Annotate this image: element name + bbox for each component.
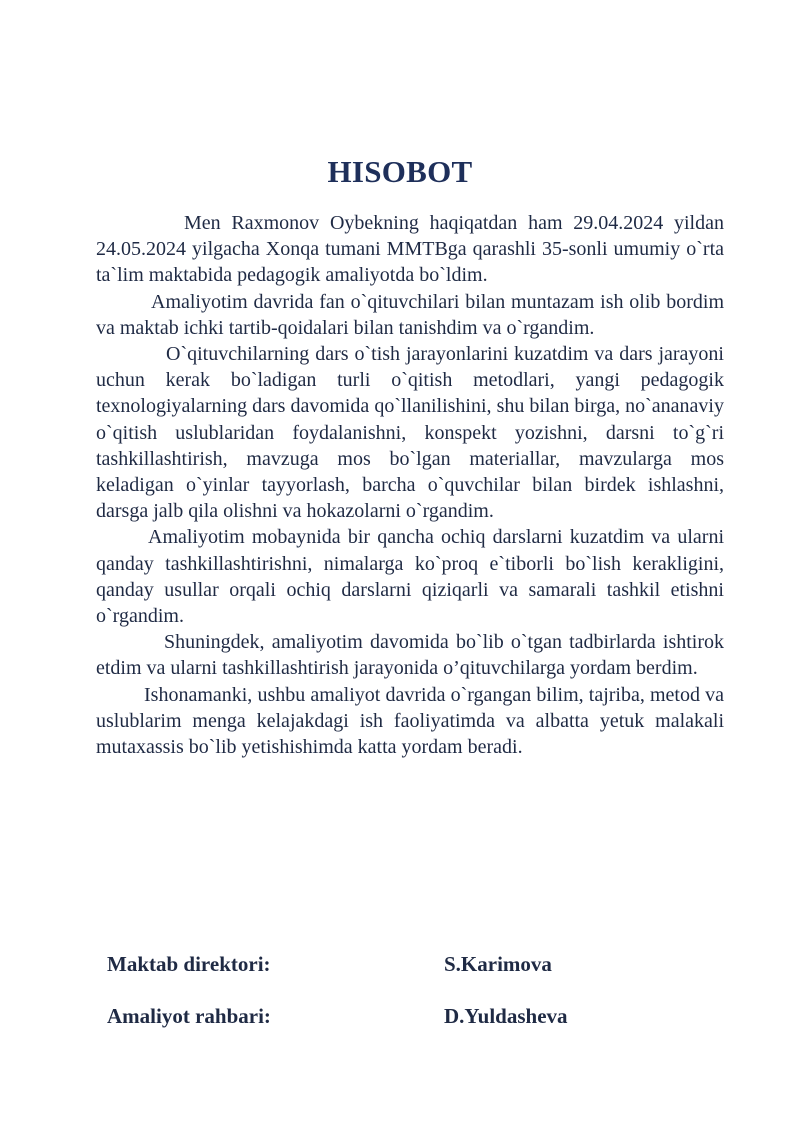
- paragraph-teachers: Amaliyotim davrida fan o`qituvchilari bilan muntazam ish olib bordim va maktab ichki tartib-qoidalari bilan tanishdim va o`rgandim.: [96, 290, 724, 339]
- signature-row-director: [107, 949, 707, 979]
- paragraph-open-lessons: Amaliyotim mobaynida bir qancha ochiq darslarni kuzatdim va ularni qanday tashkillashtirishni, nimalarga ko`proq e`tiborli bo`lish kerakligini, qanday usullar orqali ochiq darslarni qiziqarli va samarali tashkil etishni o`rgandim.: [96, 526, 724, 628]
- signature-row-supervisor: [107, 1001, 707, 1031]
- paragraph-conclusion: Ishonamanki, ushbu amaliyot davrida o`rgangan bilim, tajriba, metod va uslublarim menga kelajakdagi ish faoliyatimda va albatta yetuk malakali mutaxassis bo`lib yetishishimda katta yordam beradi.: [96, 683, 724, 759]
- report-body: [96, 210, 724, 760]
- paragraph-lessons: O`qituvchilarning dars o`tish jarayonlarini kuzatdim va dars jarayoni uchun kerak bo`ladigan turli o`qitish metodlari, yangi pedagogik texnologiyalarning dars davomida qo`llanilishini, shu bilan birga, no`ananaviy o`qitish uslublaridan foydalanishni, konspekt yozishni, darsni to`g`ri tashkillashtirish, mavzuga mos bo`lgan materiallar, mavzularga mos keladigan o`yinlar tayyorlash, barcha o`quvchilar bilan birdek ishlashni, darsga jalb qila olishni va hokazolarni o`rgandim.: [96, 343, 724, 523]
- paragraph-intro: Men Raxmonov Oybekning haqiqatdan ham 29.04.2024 yildan 24.05.2024 yilgacha Xonqa tumani MMTBga qarashli 35-sonli umumiy o`rta ta`lim maktabida pedagogik amaliyotda bo`ldim.: [96, 212, 724, 287]
- paragraph-events: Shuningdek, amaliyotim davomida bo`lib o`tgan tadbirlarda ishtirok etdim va ularni tashkillashtirish jarayonida o’qituvchilarga yordam berdim.: [96, 631, 724, 680]
- signature-name: S.Karimova: [444, 952, 552, 976]
- signature-name: D.Yuldasheva: [444, 1004, 568, 1028]
- signature-label: Amaliyot rahbari:: [107, 1004, 271, 1028]
- signature-label: Maktab direktori:: [107, 952, 271, 976]
- page-title: HISOBOT: [327, 154, 473, 189]
